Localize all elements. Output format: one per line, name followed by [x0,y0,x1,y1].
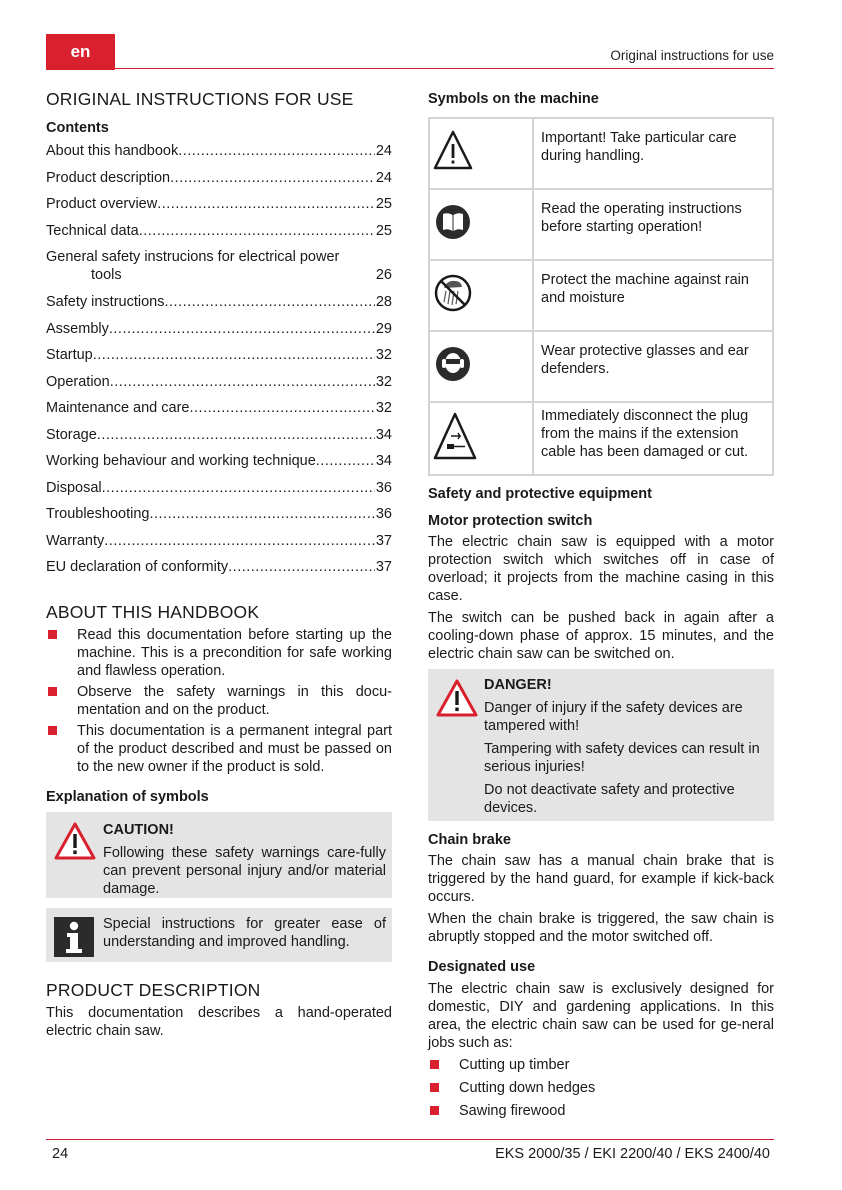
right-column [428,90,774,1125]
caution-title: CAUTION! [103,821,174,838]
language-tab: en [46,34,115,70]
table-row [429,260,773,331]
toc-item[interactable]: Storage ..... 34 [46,426,392,453]
danger-box [428,669,774,821]
danger-line: Danger of injury if the safety devices are tampered with! [484,700,743,734]
eye-ear-protection-icon [431,333,531,395]
safety-equipment-heading: Safety and protective equipment [428,486,652,502]
toc-item[interactable]: Assembly ..... 29 [46,320,392,347]
info-text: Special instructions for greater ease of understanding and improved handling. [103,915,386,950]
toc-item[interactable]: Maintenance and care ..... 32 [46,399,392,426]
danger-title: DANGER! [484,677,552,693]
motor-paragraph-1: The electric chain saw is equipped with a motor protection switch which switches off in case of overload; it projects from the machine casing in this case. [428,534,774,604]
symbols-explanation-heading: Explanation of symbols [46,788,209,805]
table-row [429,189,773,260]
use-paragraph: The electric chain saw is exclusively designed for domestic, DIY and gardening applications. In this area, the electric chain saw can be used for ge-neral jobs such as: [428,981,774,1051]
toc-item[interactable]: Product overview ..... 25 [46,195,392,222]
header-title: Original instructions for use [610,48,774,63]
product-title: PRODUCT DESCRIPTION [46,979,261,1000]
toc-item[interactable]: Disposal ..... 36 [46,479,392,506]
list-item: This documentation is a permanent integral part of the product described and must be passed on to the new owner if the product is sold. [46,722,392,776]
no-rain-icon [431,262,531,324]
table-row [429,402,773,475]
unplug-warning-icon [431,404,531,468]
toc-item[interactable]: Troubleshooting ..... 36 [46,505,392,532]
machine-symbols-heading: Symbols on the machine [428,91,599,107]
warning-triangle-icon [431,120,531,182]
symbol-description: Protect the machine against rain and moisture [533,260,773,331]
symbol-description: Read the operating instructions before starting operation! [533,189,773,260]
warning-triangle-icon [54,822,96,860]
danger-line: Tampering with safety devices can result in serious injuries! [484,741,760,775]
list-item: Read this documentation before starting up the machine. This is a precondition for safe working and flawless operation. [46,626,392,680]
table-of-contents [46,142,392,585]
main-title: ORIGINAL INSTRUCTIONS FOR USE [46,89,354,109]
toc-item[interactable]: Safety instructions ..... 28 [46,293,392,320]
use-bullets [428,1056,774,1120]
toc-item[interactable]: Product description ..... 24 [46,169,392,196]
model-list: EKS 2000/35 / EKI 2200/40 / EKS 2400/40 [495,1146,770,1162]
symbol-description: Wear protective glasses and ear defenders. [533,331,773,402]
list-item: Cutting down hedges [428,1079,774,1097]
toc-item[interactable]: About this handbook ..... 24 [46,142,392,169]
page-number: 24 [52,1146,69,1162]
danger-line: Do not deactivate safety and protective devices. [484,782,735,816]
product-text: This documentation describes a hand-operated electric chain saw. [46,1004,392,1039]
brake-paragraph-2: When the chain brake is triggered, the saw chain is abruptly stopped and the motor switched off. [428,911,774,945]
list-item: Sawing firewood [428,1102,774,1120]
about-title: ABOUT THIS HANDBOOK [46,601,260,622]
symbols-table [428,117,774,476]
read-manual-icon [431,191,531,253]
table-row [429,118,773,189]
contents-heading: Contents [46,120,109,136]
toc-item[interactable]: EU declaration of conformity ..... 37 [46,558,392,585]
list-item: Cutting up timber [428,1056,774,1074]
toc-item[interactable]: Operation ..... 32 [46,373,392,400]
left-column [46,90,392,1040]
chain-brake-heading: Chain brake [428,832,511,848]
header-rule [46,68,774,69]
info-icon [54,917,94,957]
brake-paragraph-1: The chain saw has a manual chain brake that is triggered by the hand guard, for example if kick-back occurs. [428,853,774,905]
designated-use-heading: Designated use [428,959,536,975]
toc-item[interactable]: Working behaviour and working technique ..... 34 [46,452,392,479]
symbol-description: Important! Take particular care during handling. [533,118,773,189]
toc-item[interactable]: Technical data ..... 25 [46,222,392,249]
toc-item[interactable]: Startup ..... 32 [46,346,392,373]
caution-box [46,812,392,898]
motor-switch-heading: Motor protection switch [428,513,593,529]
warning-triangle-icon [436,679,478,717]
toc-item[interactable]: Warranty ..... 37 [46,532,392,559]
info-box [46,908,392,962]
list-item: Observe the safety warnings in this docu-mentation and on the product. [46,683,392,719]
motor-paragraph-2: The switch can be pushed back in again after a cooling-down phase of approx. 15 minutes, and the electric chain saw can be switched on. [428,610,774,662]
about-bullets [46,626,392,776]
caution-text: Following these safety warnings care-fully can prevent personal injury and/or material damage. [103,844,386,897]
table-row [429,331,773,402]
footer-rule [46,1139,774,1140]
toc-item[interactable]: General safety instrucions for electrical power tools 26 [46,249,392,283]
symbol-description: Immediately disconnect the plug from the mains if the extension cable has been damaged or cut. [533,402,773,475]
